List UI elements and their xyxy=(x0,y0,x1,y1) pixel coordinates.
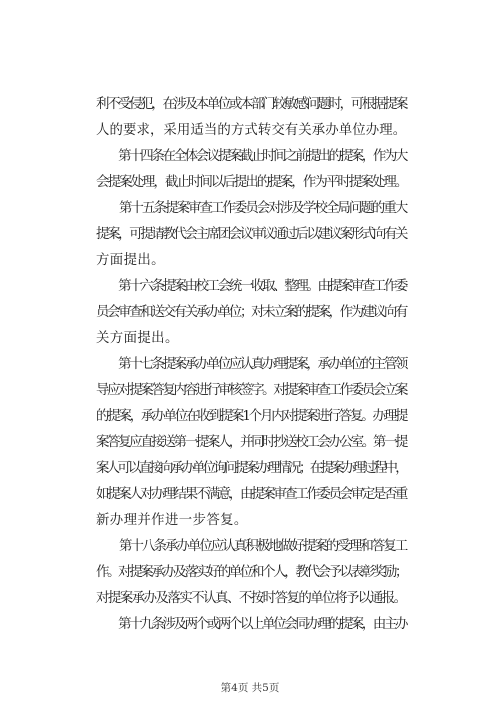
body-line: 会提案处理，截止时间以后提出的提案，作为平时提案处理。 xyxy=(96,175,407,190)
body-line: 案答复应直接送第一提案人，并同时抄送校工会办公室。第一提 xyxy=(96,435,407,450)
body-line: 第十九条涉及两个或两个以上单位会同办理的提案，由主办 xyxy=(96,617,407,632)
body-line: 新办理并作进一步答复。 xyxy=(96,513,248,528)
body-line: 第十六条提案由校工会统一收取、整理。由提案审查工作委 xyxy=(96,279,407,294)
body-line: 如提案人对办理结果不满意，由提案审查工作委员会审定是否重 xyxy=(96,487,407,502)
body-line: 提案，可提请教代会主席团会议审议通过后以建议案形式向有关 xyxy=(96,227,407,242)
body-line: 人的要求，采用适当的方式转交有关承办单位办理。 xyxy=(96,123,407,138)
body-line: 第十七条提案承办单位应认真办理提案，承办单位的主管领 xyxy=(96,357,407,372)
body-line: 第十八条承办单位应认真积极地做好提案的受理和答复工 xyxy=(96,539,407,554)
body-line: 的提案，承办单位在收到提案1个月内对提案进行答复。办理提 xyxy=(96,409,407,424)
body-line: 第十五条提案审查工作委员会对涉及学校全局问题的重大 xyxy=(96,201,407,216)
body-line: 导应对提案答复内容进行审核签字。对提案审查工作委员会立案 xyxy=(96,383,407,398)
page-footer: 第4页 共5页 xyxy=(220,682,280,694)
body-line: 利不受侵犯，在涉及本单位或本部门较敏感问题时，可根据提案 xyxy=(96,97,407,112)
body-line: 对提案承办及落实不认真、不按时答复的单位将予以通报。 xyxy=(96,591,406,606)
body-line: 员会审查和送交有关承办单位；对未立案的提案，作为建议向有 xyxy=(96,305,407,320)
body-line: 方面提出。 xyxy=(96,253,165,268)
body-line: 作。对提案承办及落实好的单位和个人，教代会予以表彰奖励； xyxy=(96,565,407,580)
body-line: 第十四条在全体会议提案截止时间之前提出的提案，作为大 xyxy=(96,149,407,164)
body-line: 关方面提出。 xyxy=(96,331,179,346)
body-line: 案人可以直接向承办单位询问提案办理情况；在提案办理过程中， xyxy=(96,461,406,476)
